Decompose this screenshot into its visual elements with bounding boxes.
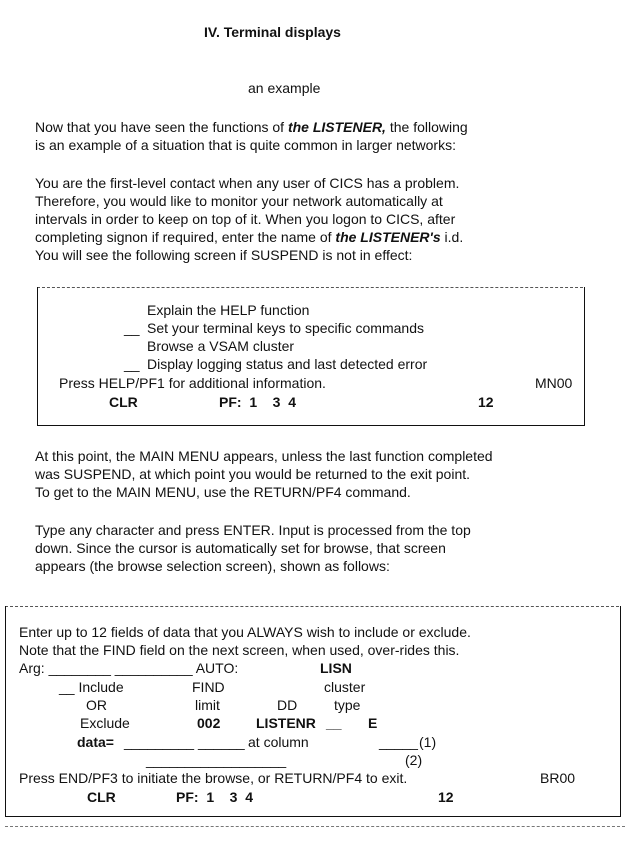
menu-option-mark-keys: __ xyxy=(124,320,140,336)
browse-line3: appears (the browse selection screen), shown as follows: xyxy=(35,558,390,574)
intro-paragraph xyxy=(35,118,595,154)
intro-line2: is an example of a situation that is quite common in larger networks: xyxy=(35,137,456,153)
browse-limit-value: 002 xyxy=(197,715,221,731)
main-menu-line2: was SUSPEND, at which point you would be returned to the exit point. xyxy=(35,466,471,482)
browse-data-blanks: _________ ______ xyxy=(124,734,245,750)
context-line4-post: i.d. xyxy=(440,229,464,245)
intro-emphasis: the LISTENER, xyxy=(287,119,386,135)
context-line4-pre: completing signon if required, enter the name of xyxy=(35,229,336,245)
context-paragraph xyxy=(35,174,595,264)
menu-clr-key: CLR xyxy=(109,394,138,410)
browse-line2: down. Since the cursor is automatically set for browse, that screen xyxy=(35,540,446,556)
menu-option-help: Explain the HELP function xyxy=(147,302,310,318)
browse-screen-id: BR00 xyxy=(540,770,576,786)
browse-type-value: E xyxy=(368,715,378,731)
browse-exclude-option: Exclude xyxy=(80,715,130,731)
browse-exit-hint: Press END/PF3 to initiate the browse, or RETURN/PF4 to exit. xyxy=(19,770,408,786)
browse-type-label: type xyxy=(334,697,361,713)
intro-pre: Now that you have seen the functions of xyxy=(35,119,288,135)
browse-data-blank-2: __________________ xyxy=(146,752,287,768)
browse-column-blank-1: _____ xyxy=(379,734,418,750)
context-line4-emphasis: the LISTENER's xyxy=(335,229,441,245)
browse-find-label: FIND xyxy=(192,679,225,695)
browse-at-column: at column xyxy=(248,734,309,750)
context-line3: intervals in order to keep on top of it. When you logon to CICS, after xyxy=(35,211,456,227)
menu-pf-keys: PF: 1 3 4 xyxy=(219,394,297,410)
browse-pf-keys: PF: 1 3 4 xyxy=(176,789,254,805)
browse-arg-field: Arg: ________ __________ AUTO: xyxy=(19,660,239,676)
intro-post: the following xyxy=(385,119,468,135)
browse-line1: Type any character and press ENTER. Input is processed from the top xyxy=(35,522,471,538)
context-line5: You will see the following screen if SUSPEND is not in effect: xyxy=(35,247,413,263)
main-menu-line1: At this point, the MAIN MENU appears, unless the last function completed xyxy=(35,448,493,464)
browse-dd-blank: __ xyxy=(326,715,342,731)
browse-clr-key: CLR xyxy=(87,789,116,805)
context-line1: You are the first-level contact when any user of CICS has a problem. xyxy=(35,175,460,191)
context-line2: Therefore, you would like to monitor your network automatically at xyxy=(35,193,443,209)
menu-screen-id: MN00 xyxy=(535,375,573,391)
menu-option-browse: Browse a VSAM cluster xyxy=(147,338,295,354)
section-subtitle: an example xyxy=(248,80,321,96)
page-bottom-rule xyxy=(5,826,625,827)
menu-option-mark-logging: __ xyxy=(124,356,140,372)
browse-or-label: OR xyxy=(86,697,107,713)
menu-help-hint: Press HELP/PF1 for additional information. xyxy=(59,375,326,391)
browse-instructions-line1: Enter up to 12 fields of data that you ALWAYS wish to include or exclude. xyxy=(19,624,471,640)
section-heading: IV. Terminal displays xyxy=(204,24,341,40)
browse-data-label: data= xyxy=(77,734,114,750)
browse-limit-label: limit xyxy=(195,697,220,713)
main-menu-line3: To get to the MAIN MENU, use the RETURN/PF4 command. xyxy=(35,484,411,500)
browse-instructions-line2: Note that the FIND field on the next screen, when used, over-rides this. xyxy=(19,642,460,658)
menu-option-logging: Display logging status and last detected error xyxy=(147,356,428,372)
browse-paragraph xyxy=(35,521,595,575)
menu-option-keys: Set your terminal keys to specific commands xyxy=(147,320,424,336)
browse-arg-value: LISN xyxy=(320,660,352,676)
browse-dd-label: DD xyxy=(277,697,298,713)
main-menu-paragraph xyxy=(35,447,595,501)
browse-dd-value: LISTENR xyxy=(256,715,316,731)
menu-pf-12: 12 xyxy=(478,394,494,410)
browse-cluster-label: cluster xyxy=(324,679,366,695)
browse-pf-12: 12 xyxy=(438,789,454,805)
browse-column-mark-2: (2) xyxy=(405,752,423,768)
browse-column-mark-1: (1) xyxy=(419,734,437,750)
browse-include-option: __ Include xyxy=(59,679,124,695)
